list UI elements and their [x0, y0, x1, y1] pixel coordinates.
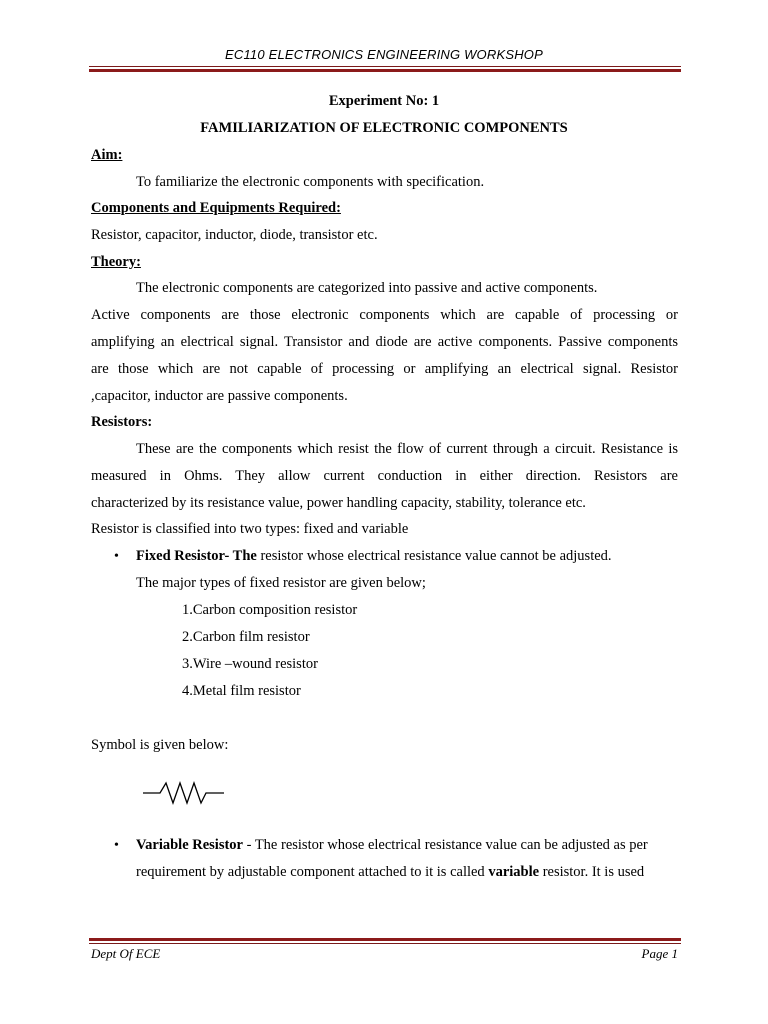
header-title: EC110 ELECTRONICS ENGINEERING WORKSHOP [225, 47, 543, 62]
experiment-title: FAMILIARIZATION OF ELECTRONIC COMPONENTS [200, 120, 568, 136]
experiment-number: Experiment No: 1 [328, 93, 440, 109]
fixed-type-item: 4.Metal film resistor [182, 683, 301, 699]
fixed-resistor-item [136, 548, 612, 565]
variable-term: variable [488, 864, 540, 880]
theory-line-1: The electronic components are categorized into passive and active components. [136, 280, 598, 296]
variable-resistor-line-2 [136, 864, 644, 881]
resistors-line-2: measured in Ohms. They allow current conduction in either direction. Resistors are [91, 468, 678, 484]
footer-page-number: Page 1 [641, 946, 678, 961]
theory-line-4: are those which are not capable of processing or amplifying an electrical signal. Resistor [91, 361, 678, 377]
variable-line-2-a: requirement by adjustable component attached to it is called [136, 864, 489, 880]
variable-resistor-item [136, 837, 648, 854]
variable-resistor-term: Variable Resistor [136, 837, 243, 853]
fixed-type-item: 3.Wire –wound resistor [182, 656, 318, 672]
resistor-symbol-icon [142, 780, 226, 806]
footer-rule-thin [89, 943, 681, 944]
theory-line-3: amplifying an electrical signal. Transistor and diode are active components. Passive components [91, 334, 678, 350]
bullet-icon: • [114, 838, 119, 853]
variable-resistor-desc: - The resistor whose electrical resistance value can be adjusted as per [243, 837, 648, 853]
theory-line-5: ,capacitor, inductor are passive components. [91, 388, 348, 404]
aim-text: To familiarize the electronic components with specification. [136, 174, 485, 190]
fixed-type-item: 2.Carbon film resistor [182, 629, 310, 645]
footer-rule-thick [89, 938, 681, 941]
variable-line-2-b: resistor. It is used [539, 864, 645, 880]
components-text: Resistor, capacitor, inductor, diode, transistor etc. [91, 227, 378, 243]
header-rule-thin [89, 66, 681, 67]
resistors-line-1: These are the components which resist the flow of current through a circuit. Resistance is [136, 441, 678, 457]
theory-heading: Theory: [91, 254, 141, 270]
components-heading: Components and Equipments Required: [91, 200, 341, 216]
resistors-line-3: characterized by its resistance value, power handling capacity, stability, tolerance etc. [91, 495, 586, 511]
fixed-type-item: 1.Carbon composition resistor [182, 602, 358, 618]
resistors-line-4: Resistor is classified into two types: fixed and variable [91, 521, 409, 537]
symbol-label: Symbol is given below: [91, 737, 229, 753]
fixed-resistor-intro: The major types of fixed resistor are given below; [136, 575, 426, 591]
fixed-resistor-term: Fixed Resistor- The [136, 548, 257, 564]
theory-line-2: Active components are those electronic components which are capable of processing or [91, 307, 678, 323]
aim-heading: Aim: [91, 147, 123, 163]
footer-dept: Dept Of ECE [91, 946, 161, 961]
bullet-icon: • [114, 549, 119, 564]
resistors-heading: Resistors: [91, 414, 153, 430]
header-rule-thick [89, 69, 681, 72]
fixed-resistor-desc: resistor whose electrical resistance value cannot be adjusted. [256, 548, 612, 564]
